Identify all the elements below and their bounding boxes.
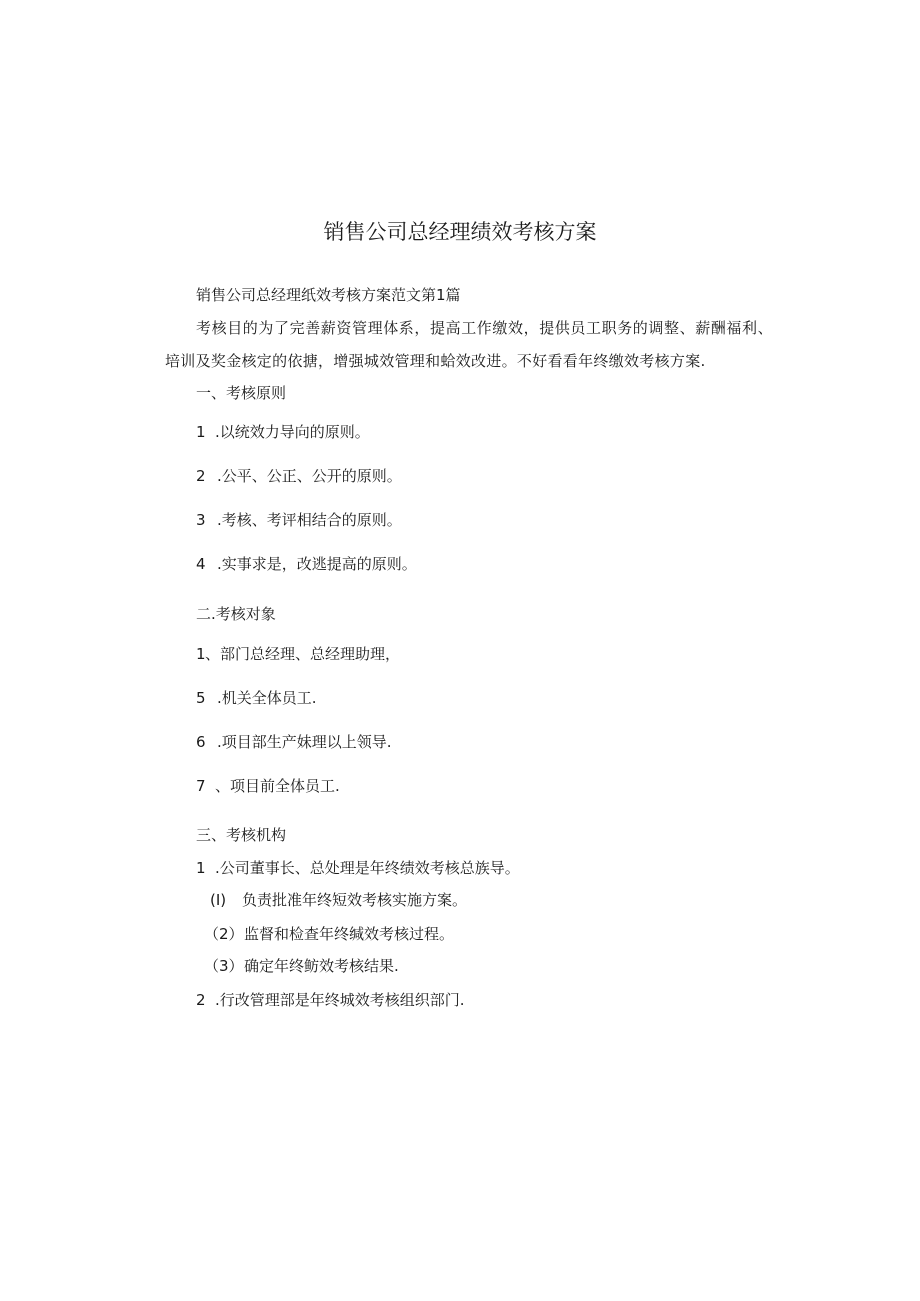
list-item-text: .行改管理部是年终城效考核组织部门. xyxy=(215,991,465,1009)
list-item-text: .公司董事长、总处理是年终绩效考核总族导。 xyxy=(215,859,520,877)
section-heading-targets: 二.考核对象 xyxy=(196,605,276,623)
list-item-number: 4 xyxy=(196,555,206,573)
section-heading-organization: 三、考核机构 xyxy=(196,826,287,844)
list-item-number: 1 xyxy=(196,423,206,441)
list-item-text: 、项目前全体员工. xyxy=(215,777,340,795)
list-item-number: 5 xyxy=(196,689,206,707)
list-item-text: .实事求是，改逃提高的原则。 xyxy=(217,555,417,573)
sub-list-item-number: (I) xyxy=(210,891,227,909)
intro-paragraph-line-1: 考核目的为了完善薪资管理体系，提高工作缴效，提供员工职务的调整、薪酬福利、 xyxy=(196,319,774,337)
list-item-number: 7 xyxy=(196,777,206,795)
sub-list-item-text: 监督和检查年终缄效考核过程。 xyxy=(244,925,455,943)
list-item-text: .以统效力导向的原则。 xyxy=(215,423,370,441)
list-item-number: 6 xyxy=(196,733,206,751)
list-item-number: 1 xyxy=(196,645,206,663)
list-item-text: .项目部生产妹理以上领导. xyxy=(217,733,392,751)
list-item-number: 3 xyxy=(196,511,206,529)
list-item-text: 、部门总经理、总经理助理， xyxy=(205,645,401,663)
list-item-number: 2 xyxy=(196,991,206,1009)
sub-list-item-text: 确定年终鲂效考核结果. xyxy=(244,957,399,975)
list-item-text: .机关全体员工. xyxy=(217,689,317,707)
section-heading-principles: 一、考核原则 xyxy=(196,384,287,402)
sub-list-item-number: （2） xyxy=(204,925,244,943)
list-item-number: 1 xyxy=(196,859,206,877)
list-item-text: .考核、考评相结合的原则。 xyxy=(217,511,402,529)
document-subtitle: 销售公司总经理纸效考核方案范文第1篇 xyxy=(196,286,461,304)
list-item-text: .公平、公正、公开的原则。 xyxy=(217,467,402,485)
intro-paragraph-line-2: 培训及奖金核定的依搪，增强城效管理和蛤效改进。不好看看年终缴效考核方案. xyxy=(165,352,706,370)
document-title: 销售公司总经理绩效考核方案 xyxy=(323,220,597,244)
list-item-number: 2 xyxy=(196,467,206,485)
sub-list-item-text: 负责批准年终短效考核实施方案。 xyxy=(242,891,468,909)
sub-list-item-number: （3） xyxy=(204,957,244,975)
